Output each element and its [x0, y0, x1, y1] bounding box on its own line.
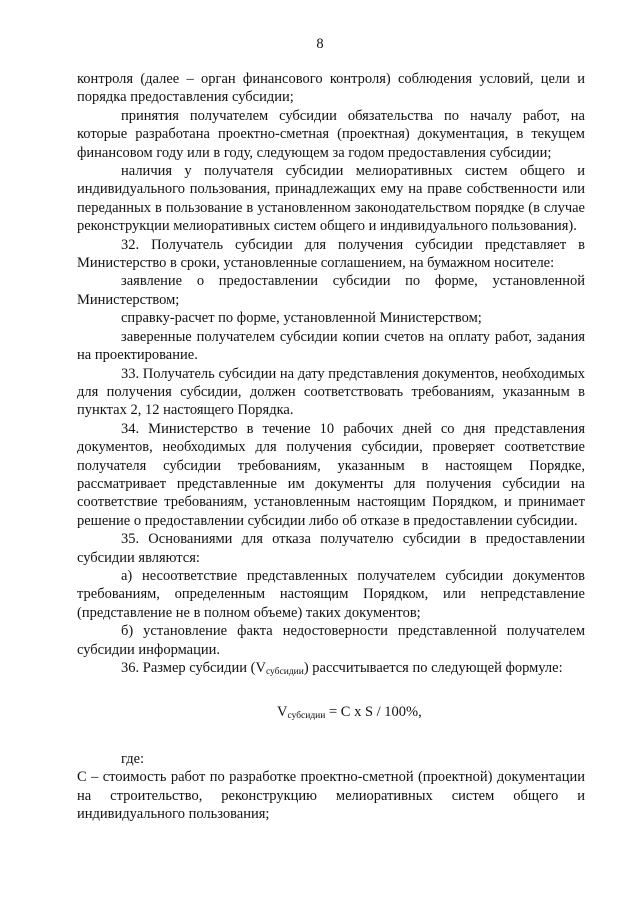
- paragraph-34: 34. Министерство в течение 10 рабочих дней со дня представления документов, необходимых для получения субсидии, проверяет соответствие получателя субсидии требованиям, указанным в настоящем Порядке, рассматривает представленные им документы для получения субсидии на соответствие требованиям, установленным настоящим Порядком, и принимает решение о предоставлении субсидии либо об отказе в предоставлении субсидии.: [77, 420, 585, 529]
- formula-subscript: субсидии: [287, 711, 326, 722]
- paragraph-32: 32. Получатель субсидии для получения субсидии представляет в Министерство в сроки, установленные соглашением, на бумажном носителе:: [77, 236, 585, 272]
- where-label: где:: [121, 750, 145, 767]
- paragraph-35: 35. Основаниями для отказа получателю субсидии в предоставлении субсидии являются:: [77, 531, 585, 566]
- paragraph-obligation: принятия получателем субсидии обязательства по началу работ, на которые разработана проектно-сметная (проектная) документация, в текущем финансовом году или в году, следующем за годом предоставления субсидии;: [77, 107, 585, 161]
- subsidy-formula: [277, 703, 585, 725]
- paragraph-35-b: б) установление факта недостоверности представленной получателем субсидии информации.: [77, 623, 585, 658]
- paragraph-33: 33. Получатель субсидии на дату представления документов, необходимых для получения субсидии, должен соответствовать требованиям, указанным в пунктах 2, 12 настоящего Порядка.: [77, 365, 585, 419]
- paragraph-calculation-certificate: справку-расчет по форме, установленной Министерством;: [121, 310, 482, 327]
- paragraph-36-after: ) рассчитывается по следующей формуле:: [303, 660, 563, 676]
- paragraph-reclamation-systems: наличия у получателя субсидии мелиоративных систем общего и индивидуального пользования, принадлежащих ему на праве собственности или переданных в пользование в установленном законодательством порядке (в случае реконструкции мелиоративных систем общего и индивидуального пользования).: [77, 163, 585, 235]
- paragraph-invoice-copies: заверенные получателем субсидии копии счетов на оплату работ, задания на проектирование.: [77, 328, 585, 364]
- formula-rhs: = C x S / 100%,: [325, 704, 422, 721]
- paragraph-36-before: 36. Размер субсидии (V: [121, 660, 266, 676]
- formula-lhs: V: [277, 704, 288, 721]
- definition-c: С – стоимость работ по разработке проектно-сметной (проектной) документации на строительство, реконструкцию мелиоративных систем общего и индивидуального пользования;: [77, 769, 585, 823]
- paragraph-36-subscript: субсидии: [265, 667, 304, 677]
- paragraph-35-a: а) несоответствие представленных получателем субсидии документов требованиям, определенным настоящим Порядком, или непредставление (представление не в полном объеме) таких документов;: [77, 567, 585, 621]
- paragraph-application: заявление о предоставлении субсидии по форме, установленной Министерством;: [77, 273, 585, 308]
- document-body: [77, 70, 585, 823]
- page-number: 8: [316, 36, 324, 52]
- paragraph-36: [77, 659, 585, 681]
- paragraph-control-continuation: контроля (далее – орган финансового контроля) соблюдения условий, цели и порядка предоставления субсидии;: [77, 71, 585, 106]
